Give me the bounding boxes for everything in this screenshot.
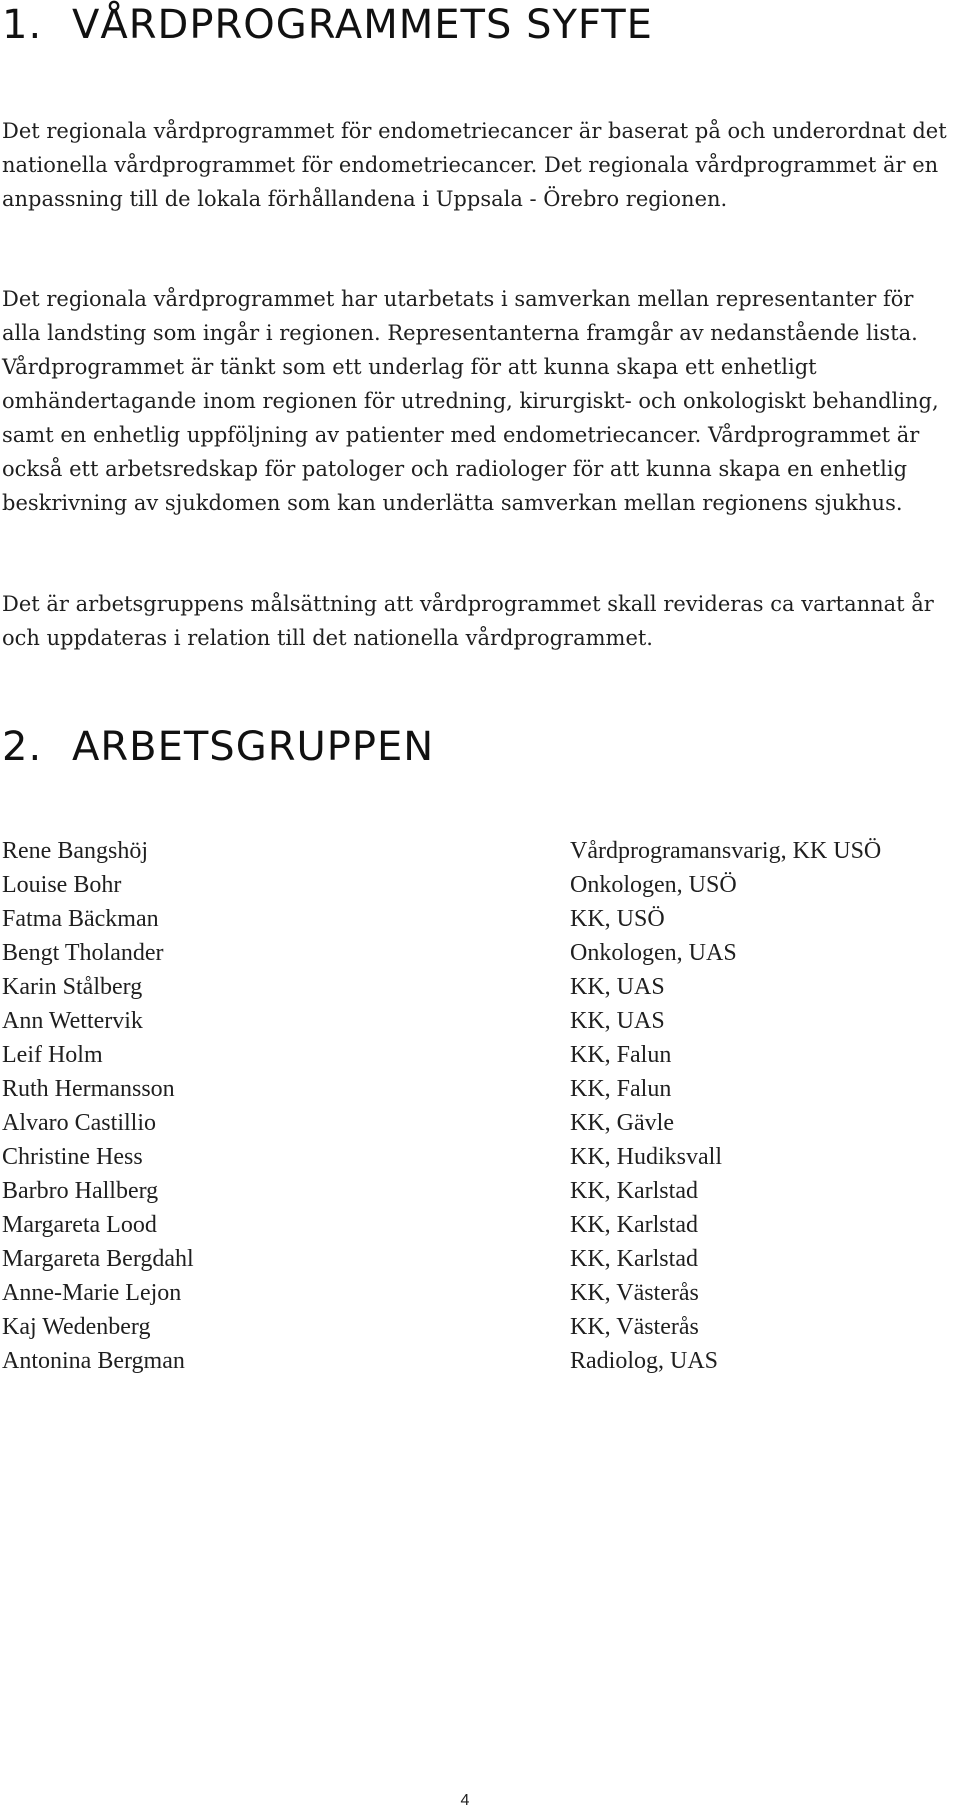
member-role: KK, Hudiksvall bbox=[570, 1144, 722, 1170]
member-name: Barbro Hallberg bbox=[2, 1178, 159, 1204]
member-name: Karin Stålberg bbox=[2, 974, 143, 1000]
list-item bbox=[0, 834, 960, 868]
member-name: Ruth Hermansson bbox=[2, 1076, 175, 1102]
member-role: Radiolog, UAS bbox=[570, 1348, 719, 1374]
member-name: Margareta Lood bbox=[2, 1212, 157, 1238]
list-item bbox=[0, 1174, 960, 1208]
member-name: Christine Hess bbox=[2, 1144, 143, 1170]
list-item bbox=[0, 1004, 960, 1038]
list-item bbox=[0, 1310, 960, 1344]
member-role: KK, Falun bbox=[570, 1076, 672, 1102]
list-item bbox=[0, 1072, 960, 1106]
section-number: 1. bbox=[2, 2, 43, 48]
list-item bbox=[0, 1242, 960, 1276]
member-role: KK, USÖ bbox=[570, 906, 665, 932]
section-heading-arbetsgruppen bbox=[2, 722, 434, 772]
list-item bbox=[0, 1344, 960, 1378]
list-item bbox=[0, 1140, 960, 1174]
list-item bbox=[0, 1038, 960, 1072]
member-role: KK, Gävle bbox=[570, 1110, 674, 1136]
member-name: Louise Bohr bbox=[2, 872, 122, 898]
page-number: 4 bbox=[460, 1792, 470, 1809]
member-role: Onkologen, USÖ bbox=[570, 872, 737, 898]
member-name: Ann Wettervik bbox=[2, 1008, 143, 1034]
member-name: Fatma Bäckman bbox=[2, 906, 159, 932]
member-name: Margareta Bergdahl bbox=[2, 1246, 194, 1272]
member-role: KK, Västerås bbox=[570, 1280, 699, 1306]
member-role: KK, Karlstad bbox=[570, 1246, 698, 1272]
paragraph: Det regionala vårdprogrammet har utarbetats i samverkan mellan representanter för alla landsting som ingår i regionen. Representanterna framgår av nedanstående lista. Vårdprogrammet är tänkt som ett underlag för att kunna skapa ett enhetligt omhändertagande inom regionen för utredning, kirurgiskt- och onkologiskt behandling, samt en enhetlig uppföljning av patienter med endometriecancer. Vårdprogrammet är också ett arbetsredskap för patologer och radiologer för att kunna skapa en enhetlig beskrivning av sjukdomen som kan underlätta samverkan mellan regionens sjukhus. bbox=[2, 287, 939, 515]
list-item bbox=[0, 902, 960, 936]
list-item bbox=[0, 1208, 960, 1242]
section-heading-syfte bbox=[2, 0, 653, 50]
list-item bbox=[0, 970, 960, 1004]
member-name: Leif Holm bbox=[2, 1042, 103, 1068]
member-name: Bengt Tholander bbox=[2, 940, 164, 966]
list-item bbox=[0, 936, 960, 970]
member-role: KK, Västerås bbox=[570, 1314, 699, 1340]
list-item bbox=[0, 1276, 960, 1310]
list-item bbox=[0, 1106, 960, 1140]
member-name: Rene Bangshöj bbox=[2, 838, 148, 864]
paragraph: Det regionala vårdprogrammet för endometriecancer är baserat på och underordnat det nationella vårdprogrammet för endometriecancer. Det regionala vårdprogrammet är en anpassning till de lokala förhållandena i Uppsala - Örebro regionen. bbox=[2, 119, 947, 211]
member-role: KK, Karlstad bbox=[570, 1178, 698, 1204]
member-name: Kaj Wedenberg bbox=[2, 1314, 151, 1340]
member-role: KK, UAS bbox=[570, 1008, 665, 1034]
member-role: Onkologen, UAS bbox=[570, 940, 737, 966]
member-role: Vårdprogramansvarig, KK USÖ bbox=[570, 838, 882, 864]
member-role: KK, Falun bbox=[570, 1042, 672, 1068]
list-item bbox=[0, 868, 960, 902]
member-list bbox=[0, 834, 960, 1378]
section-title: VÅRDPROGRAMMETS SYFTE bbox=[72, 2, 653, 48]
section-number: 2. bbox=[2, 724, 43, 770]
member-role: KK, Karlstad bbox=[570, 1212, 698, 1238]
section-title: ARBETSGRUPPEN bbox=[72, 724, 435, 770]
member-name: Anne-Marie Lejon bbox=[2, 1280, 182, 1306]
member-name: Antonina Bergman bbox=[2, 1348, 185, 1374]
member-role: KK, UAS bbox=[570, 974, 665, 1000]
member-name: Alvaro Castillio bbox=[2, 1110, 156, 1136]
paragraph: Det är arbetsgruppens målsättning att vårdprogrammet skall revideras ca vartannat år och uppdateras i relation till det nationella vårdprogrammet. bbox=[2, 592, 934, 650]
